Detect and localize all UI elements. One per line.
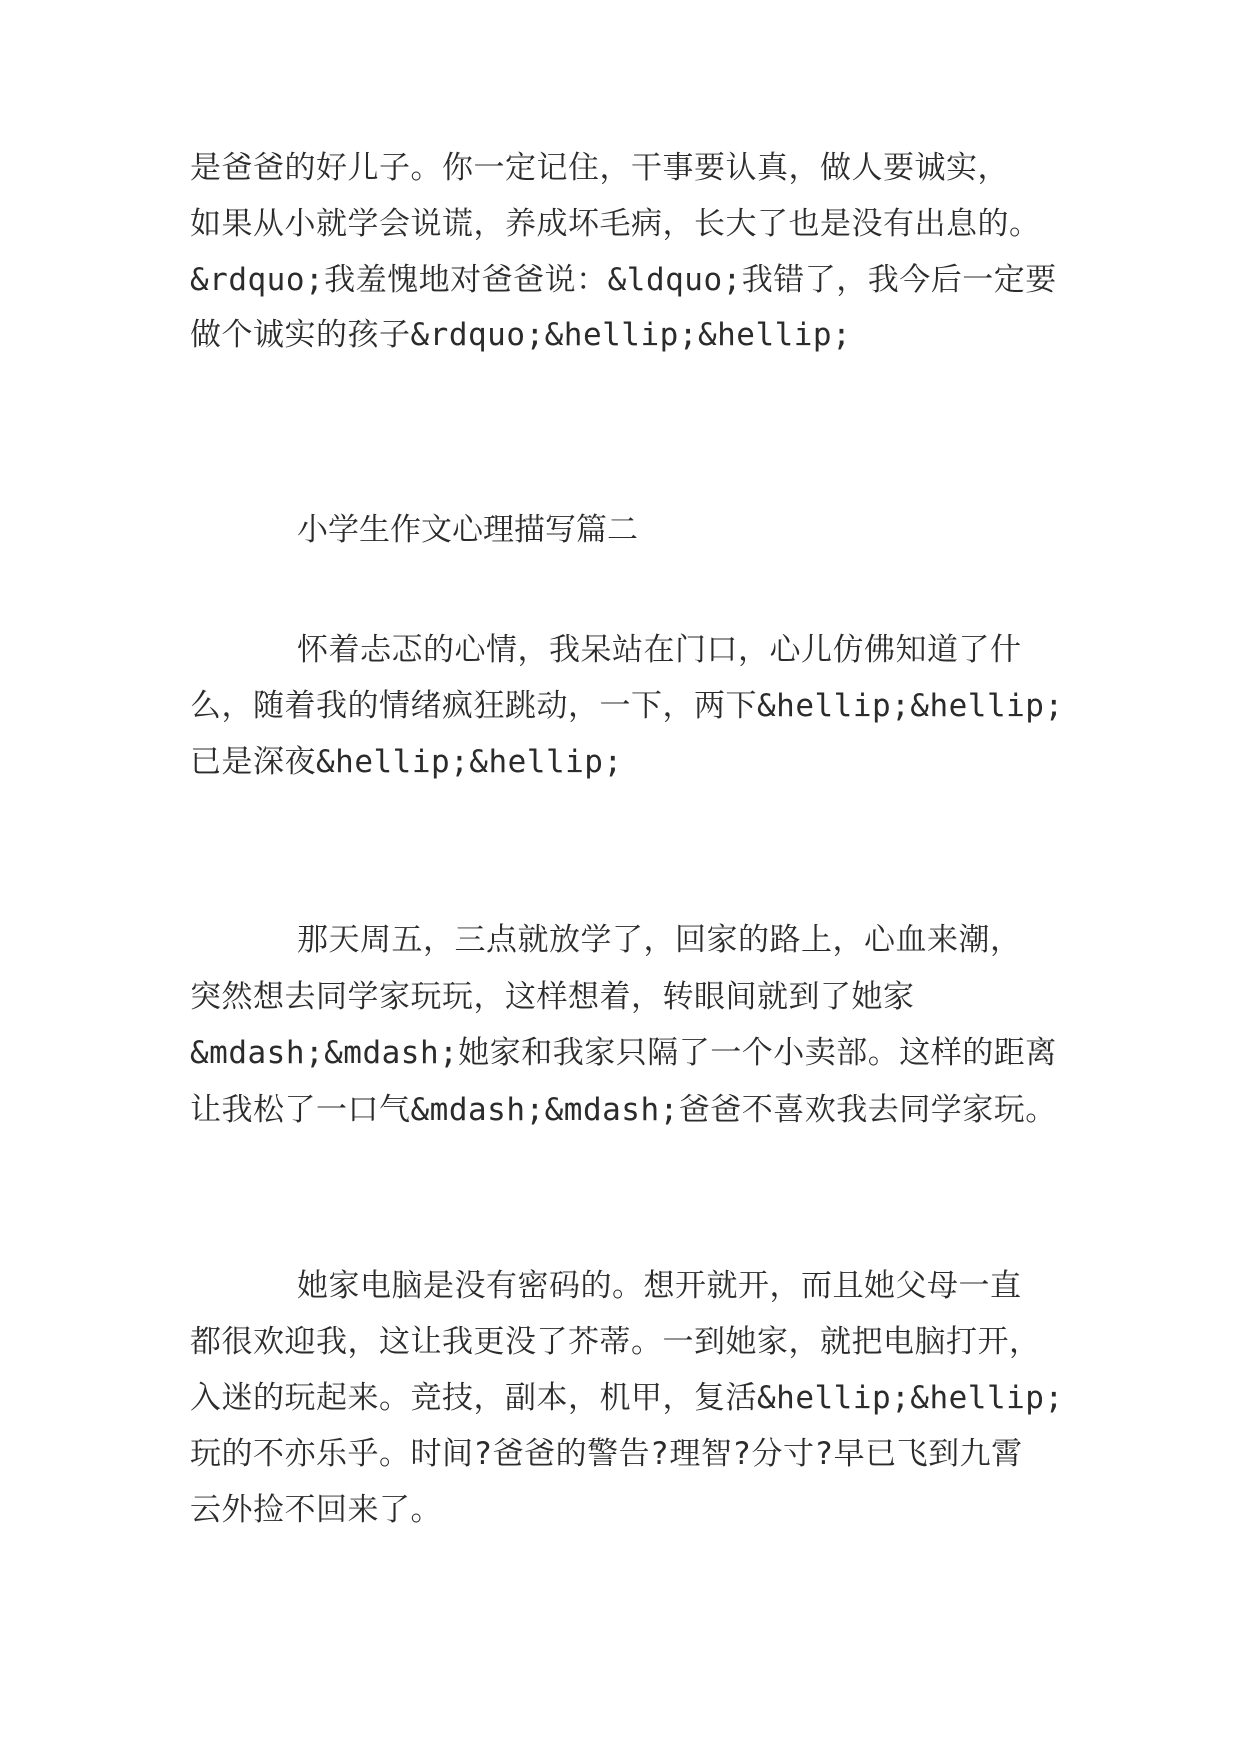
text-line: 如果从小就学会说谎，养成坏毛病，长大了也是没有出息的。 bbox=[190, 206, 1041, 242]
text-line: 都很欢迎我，这让我更没了芥蒂。一到她家，就把电脑打开， bbox=[190, 1324, 1041, 1360]
text-line: 那天周五，三点就放学了，回家的路上，心血来潮， bbox=[297, 922, 1022, 958]
text-line: 怀着忐忑的心情，我呆站在门口，心儿仿佛知道了什 bbox=[297, 632, 1022, 668]
text-line: 玩的不亦乐乎。时间?爸爸的警告?理智?分寸?早已飞到九霄 bbox=[190, 1436, 1023, 1472]
text-line: 云外捡不回来了。 bbox=[190, 1492, 442, 1528]
text-line: 入迷的玩起来。竞技，副本，机甲，复活&hellip;&hellip; bbox=[190, 1380, 1064, 1416]
text-line: 突然想去同学家玩玩，这样想着，转眼间就到了她家 bbox=[190, 979, 915, 1015]
text-line: 么，随着我的情绪疯狂跳动，一下，两下&hellip;&hellip; bbox=[190, 688, 1064, 724]
section-heading: 小学生作文心理描写篇二 bbox=[297, 512, 638, 548]
text-line: 让我松了一口气&mdash;&mdash;爸爸不喜欢我去同学家玩。 bbox=[190, 1092, 1057, 1128]
text-line: &rdquo;我羞愧地对爸爸说：&ldquo;我错了，我今后一定要 bbox=[190, 262, 1057, 298]
text-line: 做个诚实的孩子&rdquo;&hellip;&hellip; bbox=[190, 317, 852, 353]
text-line: 已是深夜&hellip;&hellip; bbox=[190, 744, 623, 780]
text-line: &mdash;&mdash;她家和我家只隔了一个小卖部。这样的距离 bbox=[190, 1035, 1057, 1071]
text-line: 她家电脑是没有密码的。想开就开，而且她父母一直 bbox=[297, 1268, 1022, 1304]
text-line: 是爸爸的好儿子。你一定记住，干事要认真，做人要诚实， bbox=[190, 150, 1009, 186]
